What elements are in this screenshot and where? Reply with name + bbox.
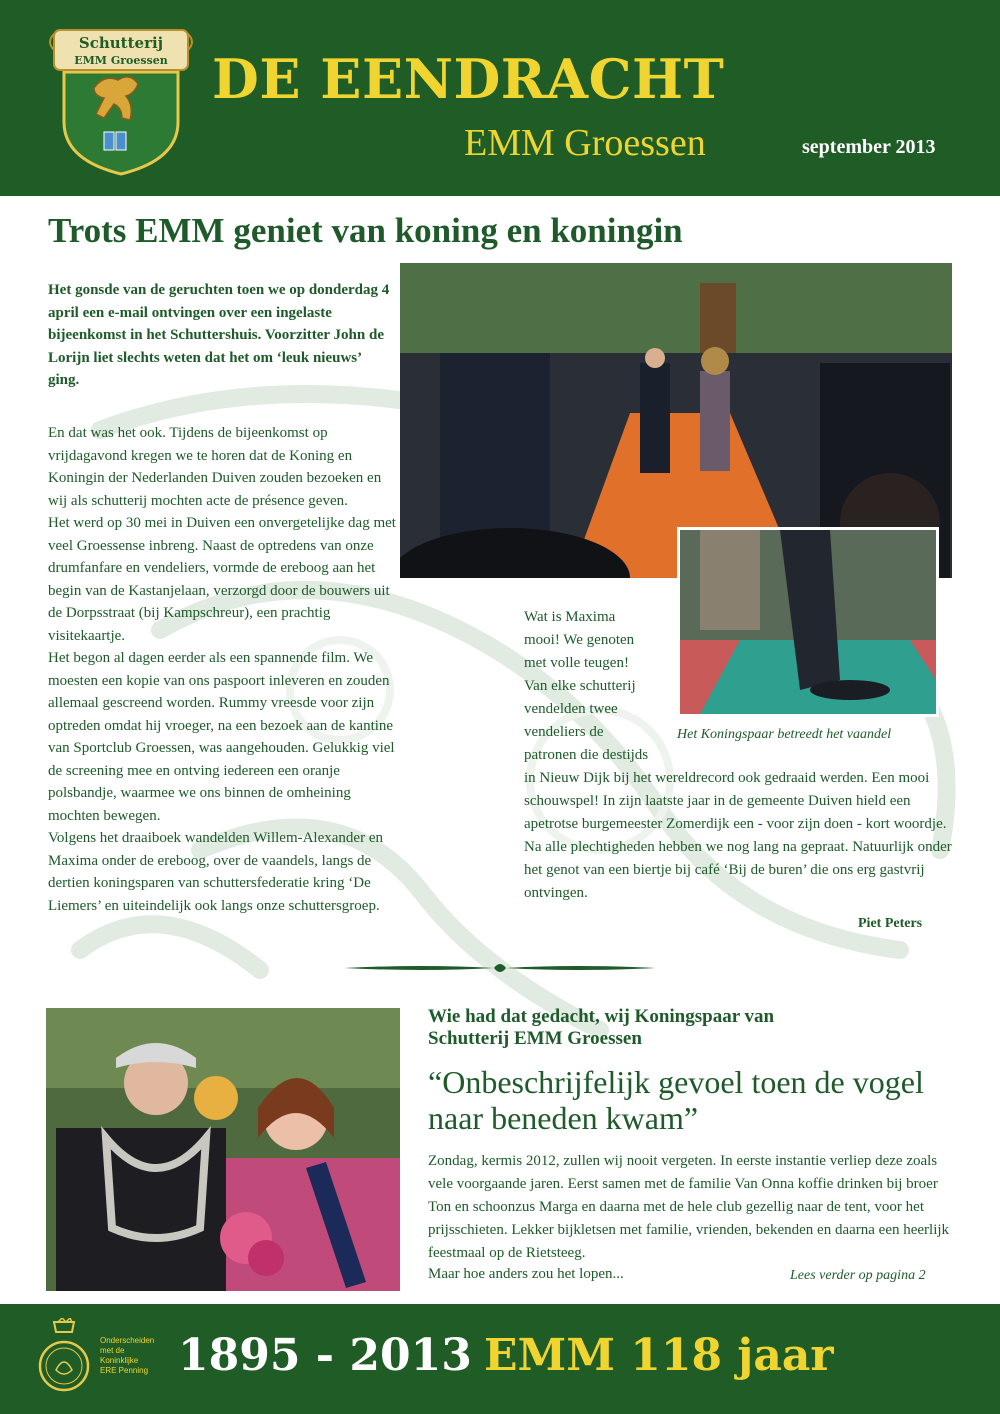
ornamental-divider [344, 958, 656, 978]
masthead [0, 0, 1000, 196]
column-line: Van elke schutterij [524, 678, 636, 694]
king-steps-on-banner-photo [677, 527, 939, 717]
column-line: mooi! We genoten [524, 632, 635, 648]
king-and-queen-couple-photo [46, 1008, 400, 1291]
award-line: Onderscheiden [100, 1336, 155, 1345]
article-body-left [48, 422, 398, 917]
founding-years: 1895 - 2013 [178, 1330, 472, 1381]
article-body-continued: in Nieuw Dijk bij het wereldrecord ook gedraaid werden. Een mooi schouwspel! In zijn laatste jaar in de gemeente Duiven hield een apetrotse burgemeester Zomerdijk een - voor zijn doen - kort woordje. Na alle plechtigheden hebben we nog lang na gepraat. Natuurlijk onder het genot van een biertje bij café ‘Bij de buren’ die ons erg gastvrij ontvingen. [524, 770, 952, 901]
article-author: Piet Peters [858, 916, 923, 931]
column-line: met volle teugen! [524, 655, 629, 671]
paragraph: Het werd op 30 mei in Duiven een onvergetelijke dag met veel Groessense inbreng. Naast de optredens van onze drumfanfare en vendeliers, vormde de ereboog aan het begin van de Kastanjelaan, verzorgd door de bouwers uit de Dorpsstraat (bij Kampschreur), een prachtig visitekaartje. [48, 515, 396, 644]
award-line: met de [100, 1346, 125, 1355]
article-body: Zondag, kermis 2012, zullen wij nooit vergeten. In eerste instantie verliep deze zoals vele voorgaande jaren. Eerst samen met de familie Van Onna koffie drinken bij broer Ton en schoonzus Marga en daarna met de hele club gezellig naar de tent, voor het prijsschieten. Lekker bijkletsen met familie, vrienden, bekenden en daarna een heerlijk feestmaal op de Rietsteeg. [428, 1153, 950, 1261]
article-intro: Het gonsde van de geruchten toen we op donderdag 4 april een e-mail ontvingen over een ingelaste bijeenkomst in het Schuttershuis. Voorzitter John de Lorijn liet slechts weten dat het om ‘leuk nieuws’ ging. [48, 282, 390, 388]
anniversary-label: EMM 118 jaar [484, 1330, 834, 1381]
column-line: vendeliers de [524, 724, 604, 740]
column-line: patronen die destijds [524, 747, 649, 763]
article-headline: Trots EMM geniet van koning en koningin [48, 211, 683, 250]
award-line: ERE Penning [100, 1366, 149, 1375]
paragraph: Volgens het draaiboek wandelden Willem-Alexander en Maxima onder de ereboog, over de vaandels, langs de dertien koningsparen van schuttersfederatie kring ‘De Liemers’ en uiteindelijk ook langs onze schuttersgroep. [48, 830, 383, 914]
royal-award-text [100, 1336, 180, 1376]
crest-banner-top: Schutterij [78, 34, 164, 52]
paragraph: En dat was het ook. Tijdens de bijeenkomst op vrijdagavond kregen we te horen dat de Koning en Koningin der Nederlanden Duiven zouden bezoeken en wij als schutterij mochten acte de présence geven. [48, 425, 382, 509]
footer-banner [0, 1304, 1000, 1414]
newsletter-subtitle: EMM Groessen [464, 122, 706, 164]
continue-reading-note: Lees verder op pagina 2 [790, 1268, 926, 1283]
photo-caption: Het Koningspaar betreedt het vaandel [677, 727, 892, 742]
article-quote-headline: “Onbeschrijfelijk gevoel toen de vogel naar beneden kwam” [428, 1064, 924, 1136]
column-line: vendelden twee [524, 701, 618, 717]
award-line: Koninklijke [100, 1356, 139, 1365]
paragraph: Het begon al dagen eerder als een spannende film. We moesten een kopie van ons paspoort inleveren en zouden allemaal gescreend worden. Rummy vreesde voor zijn optreden omdat hij vroeger, na een bezoek aan de kantine van Sportclub Groessen, was aangehouden. Gelukkig viel de screening mee en ontving iedereen een oranje polsbandje, waarmee we ons binnen de omheining mochten bewegen. [48, 650, 395, 824]
article-body-column [524, 606, 654, 767]
royal-medal-icon [36, 1318, 92, 1398]
article-kicker: Wie had dat gedacht, wij Koningspaar van Schutterij EMM Groessen [428, 1006, 775, 1049]
newsletter-title: DE EENDRACHT [212, 47, 725, 111]
schutterij-crest-logo [46, 24, 196, 176]
article-body-last-line: Maar hoe anders zou het lopen... [428, 1266, 624, 1282]
column-line: Wat is Maxima [524, 609, 616, 625]
issue-date: september 2013 [802, 136, 936, 158]
crest-banner-bottom: EMM Groessen [74, 54, 168, 67]
